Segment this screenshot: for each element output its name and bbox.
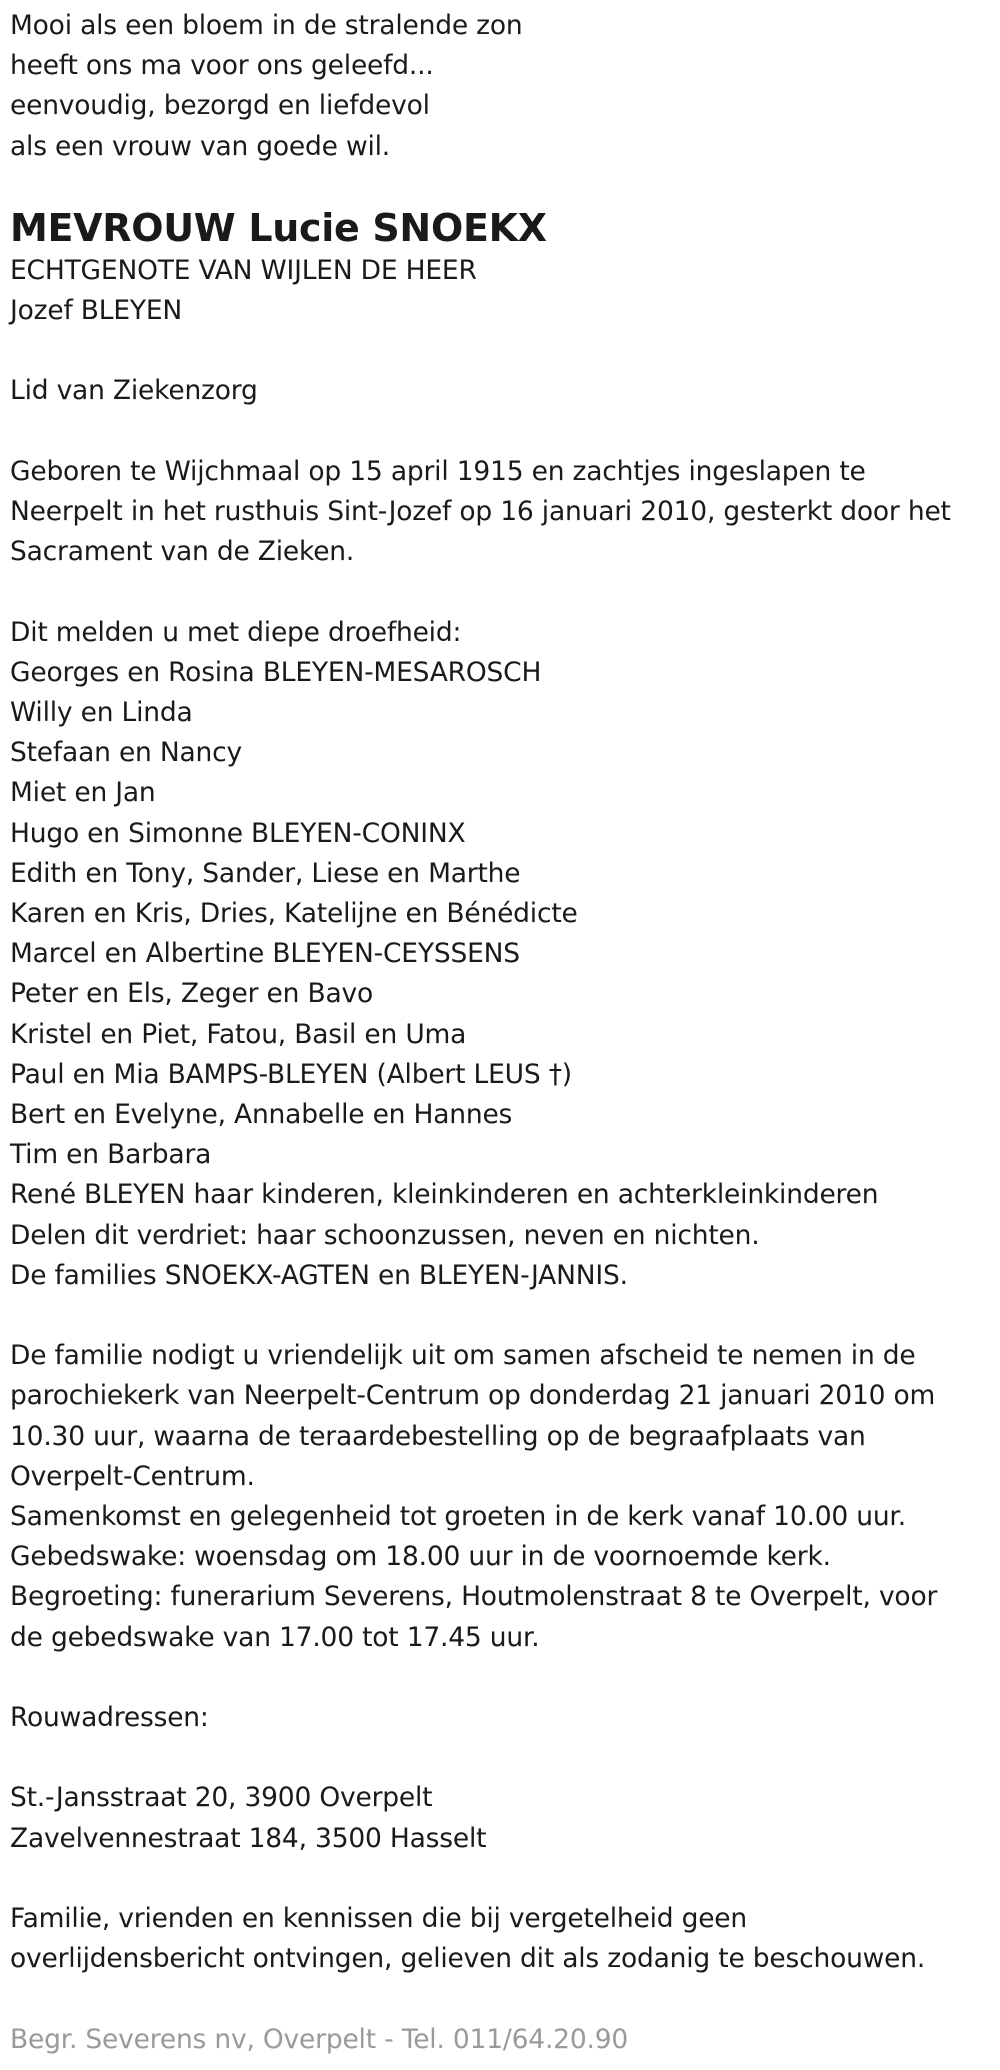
- ceremony-line: Samenkomst en gelegenheid tot groeten in de kerk vanaf 10.00 uur.: [10, 1501, 906, 1533]
- spacer: [10, 572, 990, 612]
- notice-line: Familie, vrienden en kennissen die bij vergetelheid geen: [10, 1903, 748, 1935]
- ceremony-line: De familie nodigt u vriendelijk uit om samen afscheid te nemen in de: [10, 1340, 916, 1372]
- notice-line: overlijdensbericht ontvingen, gelieven dit als zodanig te beschouwen.: [10, 1943, 926, 1975]
- family-member: Peter en Els, Zeger en Bavo: [10, 978, 373, 1010]
- spouse-title: ECHTGENOTE VAN WIJLEN DE HEER: [10, 254, 477, 286]
- address-list: [10, 1778, 990, 1858]
- family-member: René BLEYEN haar kinderen, kleinkinderen en achterkleinkinderen: [10, 1179, 879, 1211]
- family-intro: Dit melden u met diepe droefheid:: [10, 616, 462, 648]
- family-member: Hugo en Simonne BLEYEN-CONINX: [10, 817, 466, 849]
- poem-line: Mooi als een bloem in de stralende zon: [10, 10, 523, 41]
- membership: Lid van Ziekenzorg: [10, 375, 258, 407]
- address-item: Zavelvennestraat 184, 3500 Hasselt: [10, 1822, 487, 1854]
- family-member: De families SNOEKX-AGTEN en BLEYEN-JANNIS.: [10, 1259, 628, 1291]
- poem: [10, 6, 990, 167]
- poem-line: eenvoudig, bezorgd en liefdevol: [10, 90, 430, 122]
- ceremony-line: Overpelt-Centrum.: [10, 1460, 255, 1492]
- poem-line: heeft ons ma voor ons geleefd...: [10, 50, 434, 82]
- birth-death-line: Sacrament van de Zieken.: [10, 536, 355, 568]
- addresses-heading: Rouwadressen:: [10, 1702, 209, 1734]
- family-member: Edith en Tony, Sander, Liese en Marthe: [10, 857, 521, 889]
- family-member: Bert en Evelyne, Annabelle en Hannes: [10, 1099, 513, 1131]
- ceremony-paragraph: [10, 1336, 990, 1658]
- family-member: Miet en Jan: [10, 777, 156, 809]
- family-member: Delen dit verdriet: haar schoonzussen, neven en nichten.: [10, 1219, 760, 1251]
- birth-death-line: Neerpelt in het rusthuis Sint-Jozef op 16 januari 2010, gesterkt door het: [10, 496, 951, 527]
- ceremony-line: parochiekerk van Neerpelt-Centrum op donderdag 21 januari 2010 om: [10, 1380, 936, 1412]
- spacer: [10, 1738, 990, 1778]
- spacer: [10, 1658, 990, 1698]
- family-list: [10, 613, 990, 1296]
- family-member: Stefaan en Nancy: [10, 737, 242, 769]
- family-member: Willy en Linda: [10, 697, 193, 728]
- ceremony-line: Gebedswake: woensdag om 18.00 uur in de voornoemde kerk.: [10, 1541, 831, 1573]
- birth-death-paragraph: [10, 452, 990, 573]
- family-member: Paul en Mia BAMPS-BLEYEN (Albert LEUS †): [10, 1058, 572, 1090]
- ceremony-line: Begroeting: funerarium Severens, Houtmolenstraat 8 te Overpelt, voor: [10, 1581, 938, 1613]
- family-member: Georges en Rosina BLEYEN-MESAROSCH: [10, 656, 542, 688]
- birth-death-line: Geboren te Wijchmaal op 15 april 1915 en zachtjes ingeslapen te: [10, 455, 866, 487]
- spacer: [10, 1859, 990, 1899]
- spacer: [10, 412, 990, 452]
- family-member: Tim en Barbara: [10, 1139, 212, 1171]
- funeral-home-footer: Begr. Severens nv, Overpelt - Tel. 011/64.20.90: [10, 2023, 629, 2055]
- ceremony-line: 10.30 uur, waarna de teraardebestelling op de begraafplaats van: [10, 1420, 866, 1452]
- poem-line: als een vrouw van goede wil.: [10, 130, 391, 162]
- spouse-name: Jozef BLEYEN: [10, 295, 183, 327]
- family-member: Kristel en Piet, Fatou, Basil en Uma: [10, 1018, 467, 1050]
- spacer: [10, 1296, 990, 1336]
- address-item: St.-Jansstraat 20, 3900 Overpelt: [10, 1782, 433, 1814]
- family-member: Marcel en Albertine BLEYEN-CEYSSENS: [10, 938, 520, 970]
- ceremony-line: de gebedswake van 17.00 tot 17.45 uur.: [10, 1621, 540, 1653]
- deceased-name: MEVROUW Lucie SNOEKX: [10, 205, 547, 250]
- spacer: [10, 1979, 990, 2019]
- family-member: Karen en Kris, Dries, Katelijne en Bénédicte: [10, 898, 578, 930]
- notice-paragraph: [10, 1899, 990, 1979]
- spacer: [10, 331, 990, 371]
